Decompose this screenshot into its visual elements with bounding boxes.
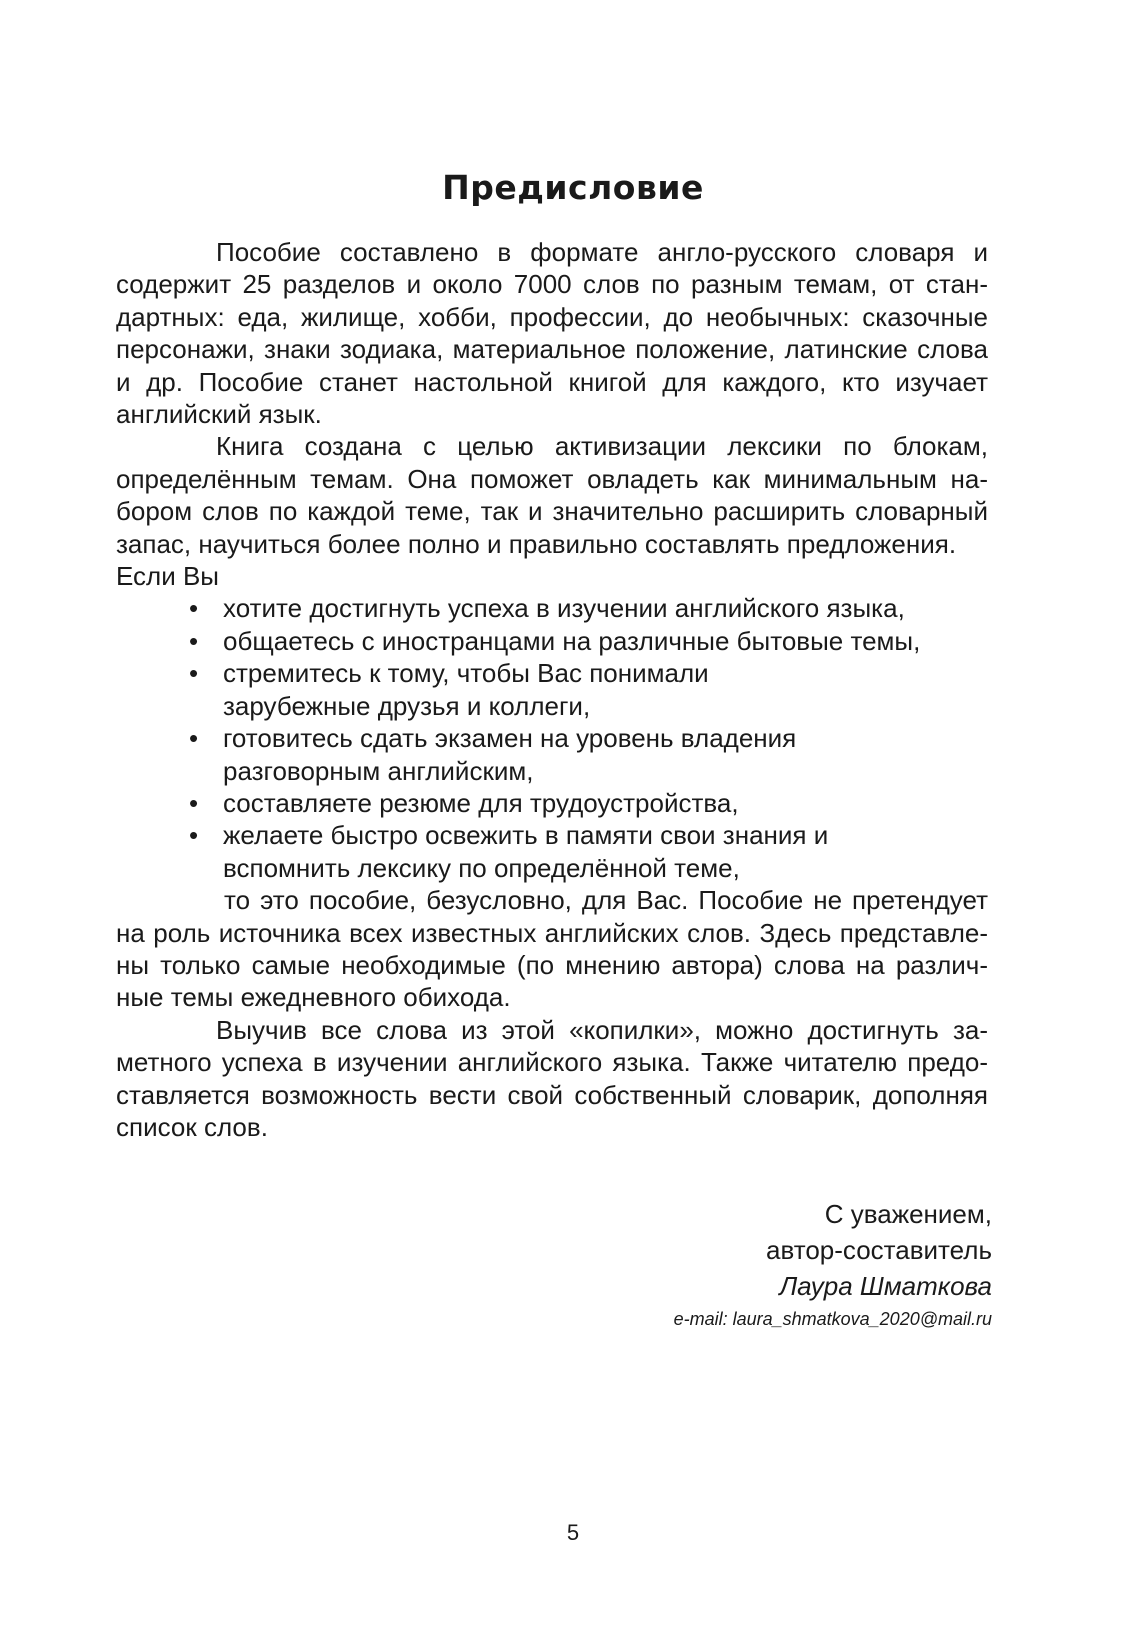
bullet-list xyxy=(116,592,988,884)
paragraph-continuation: то это пособие, безусловно, для Вас. Пособие не претендует на роль источника всех известных английских слов. Здесь представлены только самые необходимые (по мнению автора) слова на различные темы ежедневного обихода. xyxy=(116,885,988,1013)
paragraph-intro: Если Вы xyxy=(116,561,219,592)
bullet-item: • общаетесь с иностранцами на различные бытовые темы, xyxy=(189,625,1003,657)
bullet-item: • желаете быстро освежить в памяти свои знания и вспомнить лексику по определённой теме, xyxy=(189,819,843,884)
paragraph-1: Пособие составлено в формате англо-русского словаря и содержит 25 разделов и около 7000 слов по разным темам, от стандартных: еда, жилище, хобби, профессии, до необычных: сказочные персонажи, знаки зодиака, материальное положение, латинские слова и др. Пособие станет настольной книгой для каждого, кто изучает английский язык. xyxy=(116,237,988,430)
page-number: 5 xyxy=(566,1520,580,1545)
signature-role: автор-составитель xyxy=(766,1235,992,1265)
paragraph-4: Выучив все слова из этой «копилки», можно достигнуть заметного успеха в изучении английского языка. Также читателю предоставляется возможность вести свой собственный словарик, дополняя список слов. xyxy=(116,1014,988,1142)
signature-block xyxy=(674,1196,992,1334)
signature-name: Лаура Шматкова xyxy=(779,1271,992,1301)
signature-greeting: С уважением, xyxy=(824,1199,992,1229)
bullet-item: • стремитесь к тому, чтобы Вас понимали зарубежные друзья и коллеги, xyxy=(189,657,843,722)
page-title: Предисловие xyxy=(442,168,704,207)
bullet-item: • составляете резюме для трудоустройства, xyxy=(189,787,1003,819)
bullet-item: • готовитесь сдать экзамен на уровень владения разговорным английским, xyxy=(189,722,843,787)
signature-email: e-mail: laura_shmatkova_2020@mail.ru xyxy=(673,1309,992,1329)
body-text xyxy=(116,236,988,1143)
bullet-item: • хотите достигнуть успеха в изучении английского языка, xyxy=(189,592,1003,624)
paragraph-2: Книга создана с целью активизации лексики по блокам, определённым темам. Она поможет овладеть как минимальным набором слов по каждой теме, так и значительно расширить словарный запас, научиться более полно и правильно составлять предложения. xyxy=(116,431,988,559)
